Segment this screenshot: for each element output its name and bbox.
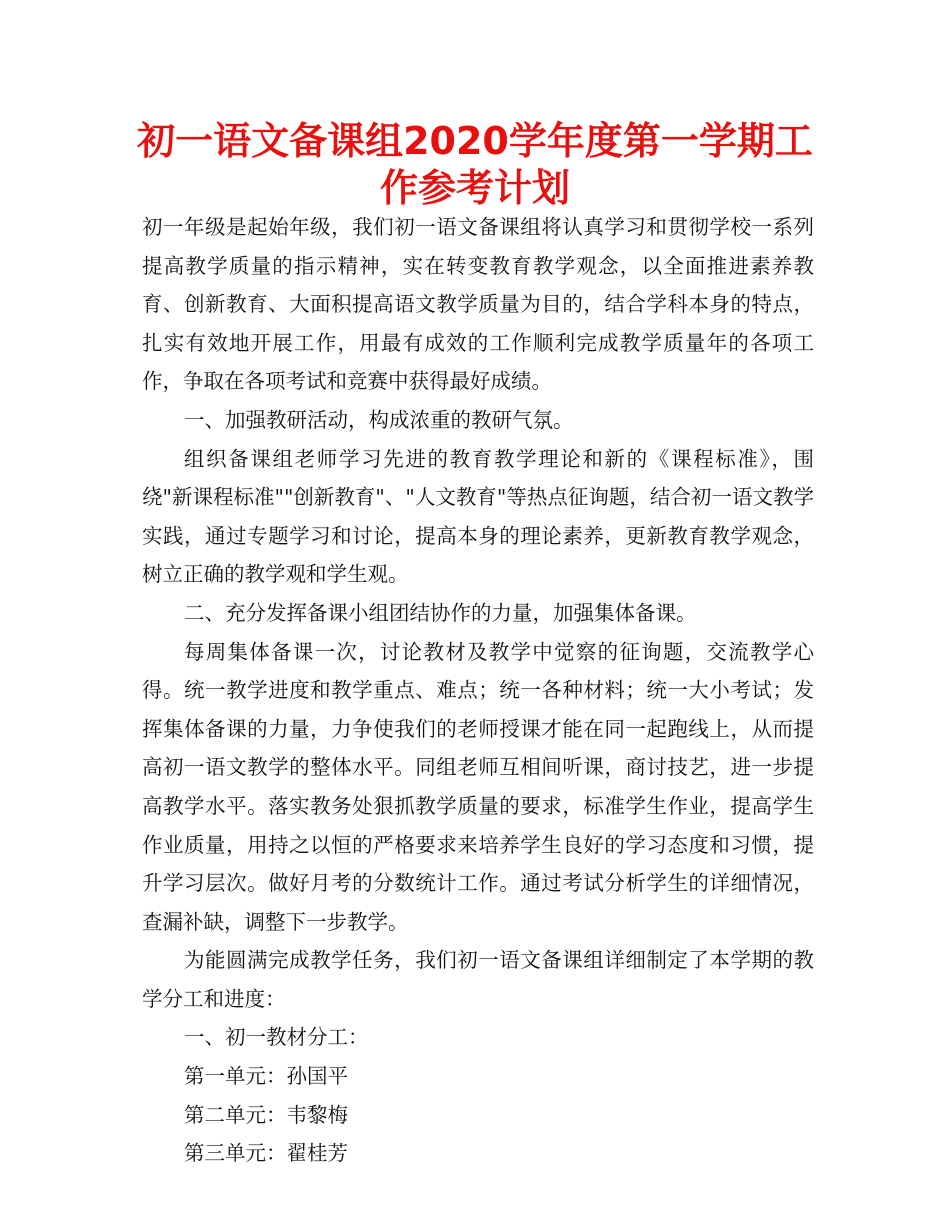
list-item: 第三单元：翟桂芳 bbox=[184, 1141, 348, 1166]
document-body bbox=[142, 208, 814, 1173]
document-title: 初一语文备课组2020学年度第一学期工作参考计划 bbox=[137, 119, 813, 210]
section-heading-1: 一、加强教研活动，构成浓重的教研气氛。 bbox=[184, 407, 574, 432]
paragraph: 组织备课组老师学习先进的教育教学理论和新的《课程标准》，围绕"新课程标准""创新教育"、"人文教育"等热点征询题，结合初一语文教学实践，通过专题学习和讨论，提高本身的理论素养，更新教育教学观念，树立正确的教学观和学生观。 bbox=[142, 446, 814, 587]
list-item: 第二单元：韦黎梅 bbox=[184, 1102, 348, 1127]
list-heading: 一、初一教材分工： bbox=[184, 1025, 369, 1050]
paragraph-intro: 初一年级是起始年级，我们初一语文备课组将认真学习和贯彻学校一系列提高教学质量的指示精神，实在转变教育教学观念，以全面推进素养教育、创新教育、大面积提高语文教学质量为目的，结合学科本身的特点，扎实有效地开展工作，用最有成效的工作顺利完成教学质量年的各项工作，争取在各项考试和竞赛中获得最好成绩。 bbox=[142, 215, 814, 394]
section-heading-2: 二、充分发挥备课小组团结协作的力量，加强集体备课。 bbox=[184, 600, 697, 625]
paragraph: 每周集体备课一次，讨论教材及教学中觉察的征询题，交流教学心得。统一教学进度和教学重点、难点；统一各种材料；统一大小考试；发挥集体备课的力量，力争使我们的老师授课才能在同一起跑线上，从而提高初一语文教学的整体水平。同组老师互相间听课，商讨技艺，进一步提高教学水平。落实教务处狠抓教学质量的要求，标准学生作业，提高学生作业质量，用持之以恒的严格要求来培养学生良好的学习态度和习惯，提升学习层次。做好月考的分数统计工作。通过考试分析学生的详细情况，查漏补缺，调整下一步教学。 bbox=[142, 639, 814, 934]
paragraph: 为能圆满完成教学任务，我们初一语文备课组详细制定了本学期的教学分工和进度： bbox=[142, 948, 814, 1011]
list-item: 第一单元：孙国平 bbox=[184, 1064, 348, 1089]
